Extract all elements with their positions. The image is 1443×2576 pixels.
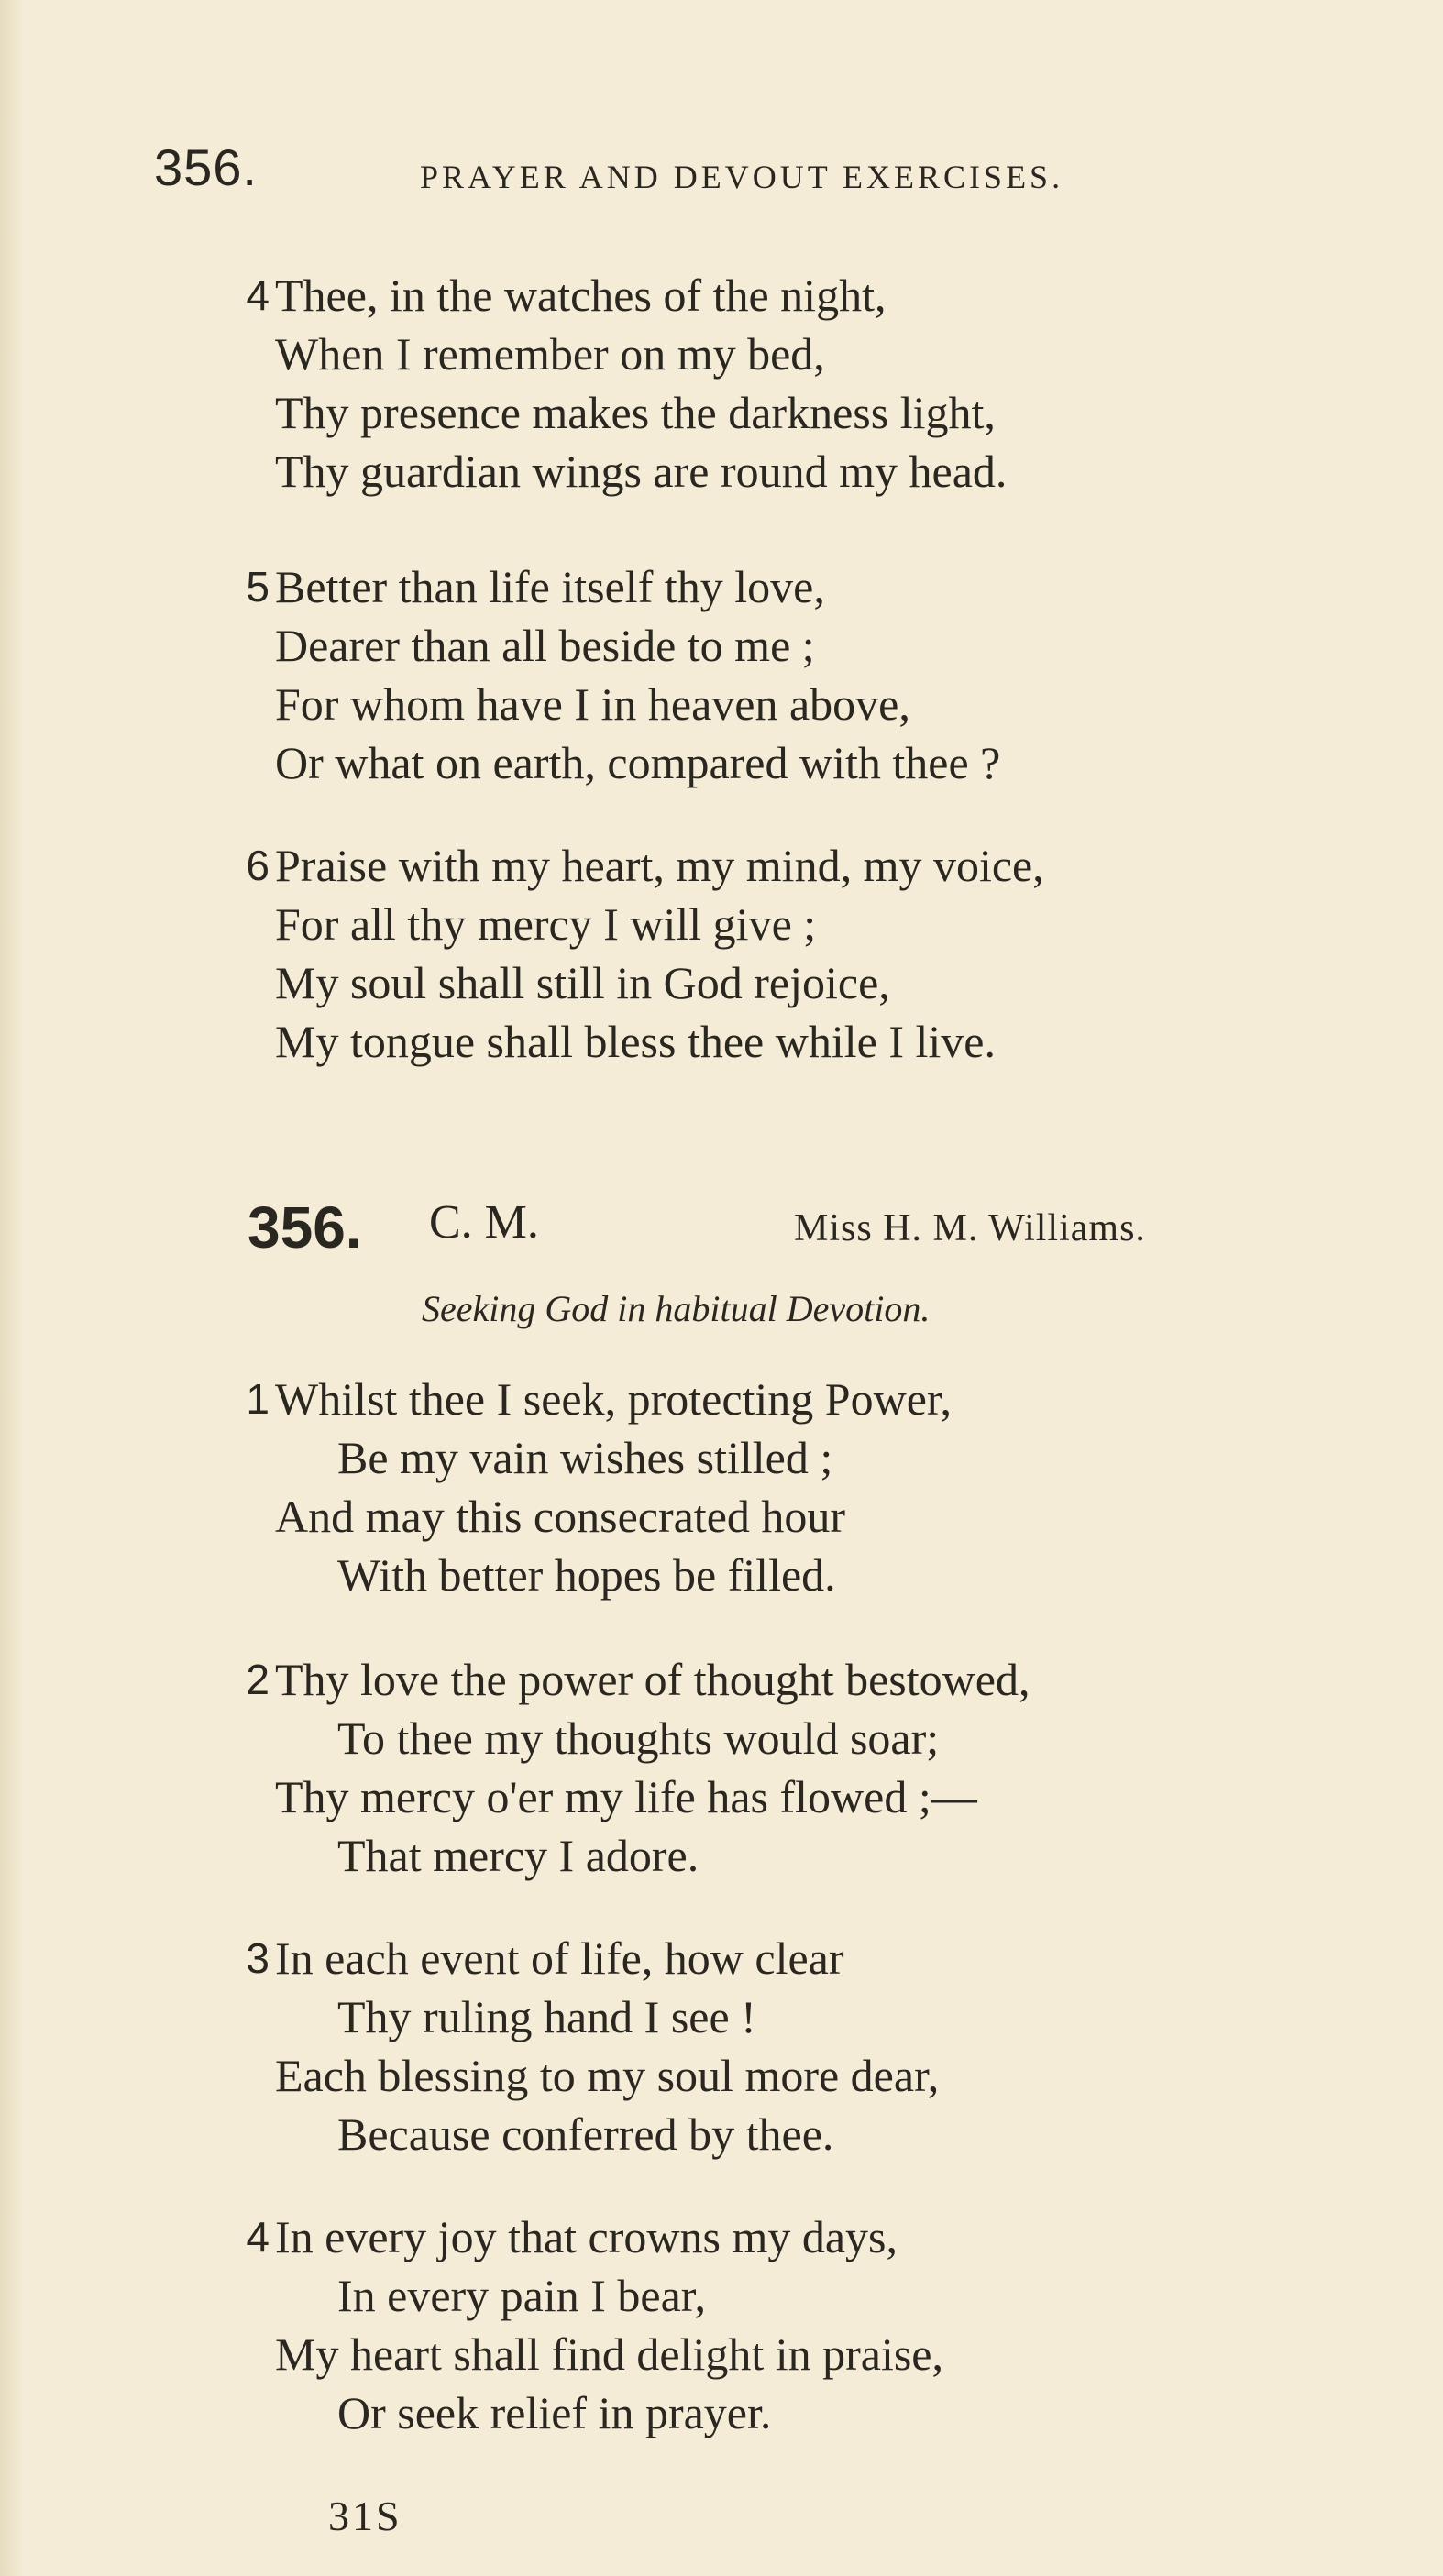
verse-line: 1 Whilst thee I seek, protecting Power, xyxy=(275,1370,1403,1428)
verse-line: 4 In every joy that crowns my days, xyxy=(275,2207,1403,2266)
verse-line: Thy presence makes the darkness light, xyxy=(275,387,996,438)
stanza-number: 5 xyxy=(246,563,270,611)
hymn-stanza-4 xyxy=(246,2207,1403,2442)
verse-line: 5 Better than life itself thy love, xyxy=(275,557,1403,616)
verse-line: 2 Thy love the power of thought bestowed, xyxy=(275,1650,1403,1709)
verse-line: My soul shall still in God rejoice, xyxy=(275,957,890,1008)
verse-line: With better hopes be filled. xyxy=(337,1549,836,1601)
stanza-number: 1 xyxy=(246,1375,270,1423)
hymn-meter: C. M. xyxy=(429,1196,539,1249)
prev-stanza-4 xyxy=(246,266,1403,501)
verse-line: Thy guardian wings are round my head. xyxy=(275,446,1008,497)
stanza-number: 4 xyxy=(246,271,270,319)
verse-line: Because conferred by thee. xyxy=(337,2108,834,2160)
verse-line: Or what on earth, compared with thee ? xyxy=(275,737,1001,788)
stanza-number: 3 xyxy=(246,1934,270,1982)
stanza-number: 6 xyxy=(246,842,270,889)
page-header xyxy=(154,138,1373,202)
verse-line: Thy mercy o'er my life has flowed ;— xyxy=(275,1771,977,1822)
verse-line: Dearer than all beside to me ; xyxy=(275,620,815,671)
verse-line: Or seek relief in prayer. xyxy=(337,2387,772,2438)
prev-stanza-6 xyxy=(246,836,1403,1071)
hymn-stanza-3 xyxy=(246,1929,1403,2163)
hymn-author: Miss H. M. Williams. xyxy=(794,1207,1146,1249)
verse-line: My heart shall find delight in praise, xyxy=(275,2328,944,2380)
verse-line: When I remember on my bed, xyxy=(275,328,825,380)
stanza-number: 4 xyxy=(246,2213,270,2261)
verse-line: To thee my thoughts would soar; xyxy=(337,1712,940,1764)
verse-line: 3 In each event of life, how clear xyxy=(275,1929,1403,1987)
hymn-stanza-2 xyxy=(246,1650,1403,1885)
prev-stanza-5 xyxy=(246,557,1403,792)
verse-line: That mercy I adore. xyxy=(337,1830,699,1881)
hymn-subtitle: Seeking God in habitual Devotion. xyxy=(422,1288,931,1329)
hymn-number: 356. xyxy=(248,1194,362,1260)
verse-line: My tongue shall bless thee while I live. xyxy=(275,1016,996,1067)
verse-line: Each blessing to my soul more dear, xyxy=(275,2050,940,2101)
verse-line: 6 Praise with my heart, my mind, my voice, xyxy=(275,836,1403,895)
hymn-stanza-1 xyxy=(246,1370,1403,1604)
verse-line: For whom have I in heaven above, xyxy=(275,678,910,730)
signature-mark: 31S xyxy=(328,2493,402,2539)
verse-line: For all thy mercy I will give ; xyxy=(275,898,817,950)
verse-line: In every pain I bear, xyxy=(337,2270,706,2321)
hymn-heading xyxy=(248,1192,1384,1265)
verse-line: And may this consecrated hour xyxy=(275,1491,846,1542)
page-number: 356. xyxy=(154,138,258,196)
stanza-number: 2 xyxy=(246,1656,270,1703)
verse-line: 4 Thee, in the watches of the night, xyxy=(275,266,1403,325)
running-title: PRAYER AND DEVOUT EXERCISES. xyxy=(420,159,1064,195)
verse-line: Be my vain wishes stilled ; xyxy=(337,1432,833,1483)
page-edge xyxy=(0,0,24,2576)
verse-line: Thy ruling hand I see ! xyxy=(337,1991,756,2042)
